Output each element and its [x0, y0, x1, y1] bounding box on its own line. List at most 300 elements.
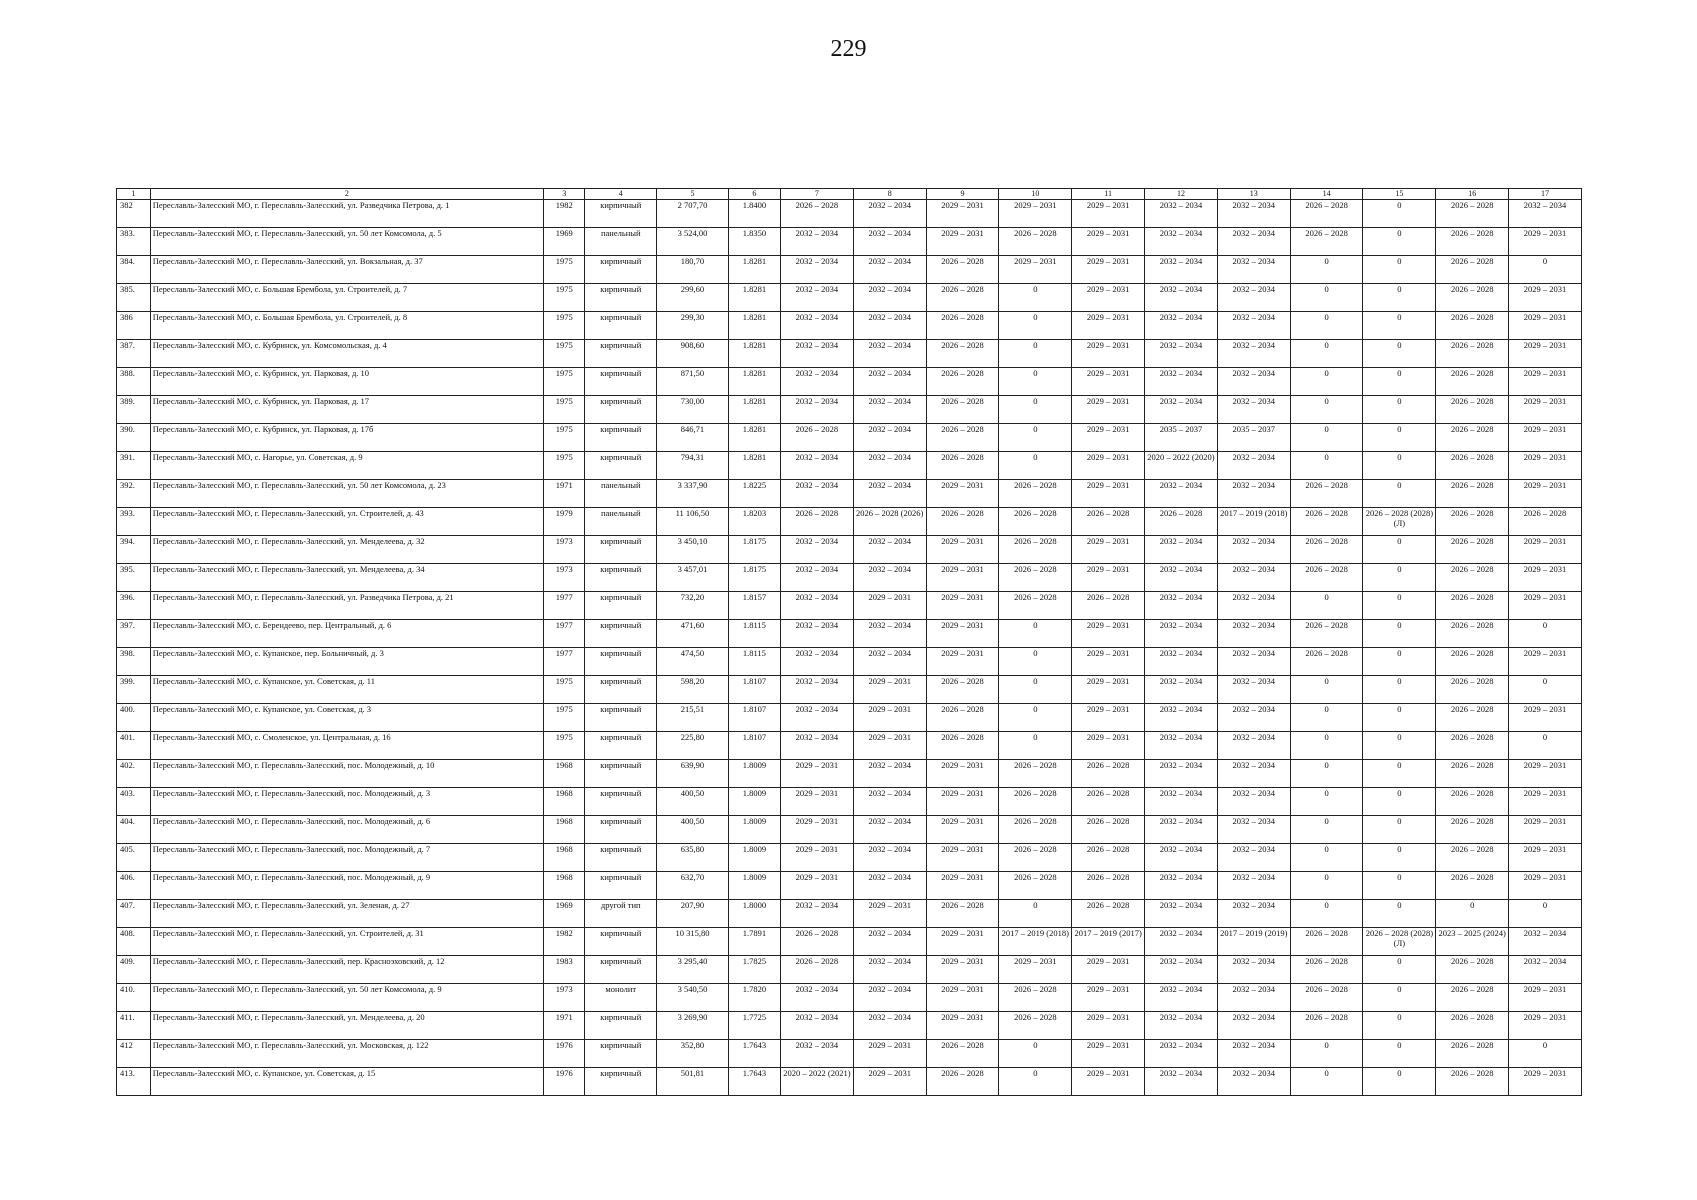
table-cell: 0: [1290, 396, 1363, 424]
table-cell: 2032 – 2034: [1217, 312, 1290, 340]
table-cell: 1975: [544, 396, 585, 424]
table-cell: 392.: [117, 480, 151, 508]
table-cell: 299,30: [657, 312, 729, 340]
table-cell: 2029 – 2031: [926, 480, 999, 508]
table-cell: 2032 – 2034: [853, 648, 926, 676]
table-cell: 1975: [544, 284, 585, 312]
table-cell: кирпичный: [585, 788, 657, 816]
table-cell: 2029 – 2031: [853, 900, 926, 928]
table-cell: 2026 – 2028: [1436, 200, 1509, 228]
table-cell: кирпичный: [585, 1040, 657, 1068]
table-cell: 2026 – 2028: [999, 1012, 1072, 1040]
table-cell: 2029 – 2031: [1509, 480, 1582, 508]
table-cell: 2026 – 2028: [926, 676, 999, 704]
table-cell: 2032 – 2034: [1145, 312, 1218, 340]
table-cell: 3 337,90: [657, 480, 729, 508]
table-cell: 1.8281: [728, 312, 780, 340]
table-cell: 2026 – 2028: [1436, 816, 1509, 844]
table-cell: 2032 – 2034: [780, 396, 853, 424]
table-cell: 1982: [544, 200, 585, 228]
table-cell: 2032 – 2034: [1145, 872, 1218, 900]
table-cell: 2035 – 2037: [1217, 424, 1290, 452]
table-cell: 2029 – 2031: [1509, 984, 1582, 1012]
table-cell: 0: [1363, 984, 1436, 1012]
table-cell: 0: [1363, 648, 1436, 676]
table-cell: 2026 – 2028: [999, 536, 1072, 564]
table-cell: 2026 – 2028: [1436, 368, 1509, 396]
table-cell: 1975: [544, 424, 585, 452]
table-cell: 400,50: [657, 816, 729, 844]
table-cell: 2032 – 2034: [1217, 676, 1290, 704]
table-cell: 2032 – 2034: [1145, 256, 1218, 284]
table-cell: 2029 – 2031: [1072, 732, 1145, 760]
table-cell: 2017 – 2019 (2018): [1217, 508, 1290, 536]
table-cell: 1.7643: [728, 1068, 780, 1096]
table-cell: 2032 – 2034: [1145, 480, 1218, 508]
table-cell: 2020 – 2022 (2021): [780, 1068, 853, 1096]
table-row: [117, 536, 1582, 564]
table-cell: 2032 – 2034: [1217, 648, 1290, 676]
table-cell: 2035 – 2037: [1145, 424, 1218, 452]
table-cell: 1975: [544, 312, 585, 340]
table-cell: 0: [1363, 620, 1436, 648]
table-cell: кирпичный: [585, 256, 657, 284]
table-cell: Переславль-Залесский МО, с. Купанское, ул. Советская, д. 15: [150, 1068, 543, 1096]
table-cell: 2026 – 2028: [926, 732, 999, 760]
table-cell: 2032 – 2034: [853, 928, 926, 956]
table-cell: 2026 – 2028: [1436, 872, 1509, 900]
table-cell: 2032 – 2034: [853, 844, 926, 872]
table-cell: 1.8115: [728, 620, 780, 648]
table-cell: 2032 – 2034: [853, 872, 926, 900]
table-cell: 2026 – 2028: [1072, 788, 1145, 816]
table-cell: Переславль-Залесский МО, с. Купанское, пер. Больничный, д. 3: [150, 648, 543, 676]
table-cell: 413.: [117, 1068, 151, 1096]
table-cell: 2026 – 2028: [1436, 564, 1509, 592]
table-cell: 0: [1290, 452, 1363, 480]
table-cell: 2032 – 2034: [1217, 480, 1290, 508]
table-cell: 389.: [117, 396, 151, 424]
table-cell: 2032 – 2034: [853, 816, 926, 844]
table-cell: 2026 – 2028: [1072, 816, 1145, 844]
table-row: [117, 984, 1582, 1012]
table-cell: 2032 – 2034: [1509, 928, 1582, 956]
table-cell: 0: [1363, 228, 1436, 256]
table-cell: 2026 – 2028: [1290, 984, 1363, 1012]
table-cell: 2026 – 2028: [926, 424, 999, 452]
table-row: [117, 816, 1582, 844]
table-cell: 2026 – 2028: [1436, 732, 1509, 760]
table-cell: 471,60: [657, 620, 729, 648]
table-cell: 0: [1363, 1040, 1436, 1068]
table-cell: 2029 – 2031: [1072, 1068, 1145, 1096]
table-row: [117, 872, 1582, 900]
table-cell: 1.8281: [728, 424, 780, 452]
table-cell: 2026 – 2028: [1436, 844, 1509, 872]
table-cell: Переславль-Залесский МО, г. Переславль-Залесский, ул. Зеленая, д. 27: [150, 900, 543, 928]
table-cell: 2026 – 2028: [1436, 312, 1509, 340]
table-cell: 2026 – 2028: [926, 508, 999, 536]
table-cell: 2029 – 2031: [999, 256, 1072, 284]
table-cell: 2029 – 2031: [1509, 1068, 1582, 1096]
table-cell: кирпичный: [585, 844, 657, 872]
table-cell: 2029 – 2031: [1072, 956, 1145, 984]
table-cell: кирпичный: [585, 452, 657, 480]
table-cell: 2032 – 2034: [780, 564, 853, 592]
table-cell: 2026 – 2028: [1436, 1012, 1509, 1040]
table-cell: 2032 – 2034: [1145, 1068, 1218, 1096]
table-cell: 908,60: [657, 340, 729, 368]
table-cell: 0: [1363, 340, 1436, 368]
table-cell: 2032 – 2034: [1145, 1012, 1218, 1040]
table-cell: 2032 – 2034: [853, 284, 926, 312]
repair-schedule-table-wrap: [116, 188, 1582, 1096]
table-cell: 0: [1363, 760, 1436, 788]
table-cell: 2026 – 2028: [1290, 928, 1363, 956]
table-cell: 2029 – 2031: [926, 592, 999, 620]
table-cell: Переславль-Залесский МО, г. Переславль-Залесский, пос. Молодежный, д. 9: [150, 872, 543, 900]
table-cell: 2026 – 2028: [1290, 620, 1363, 648]
table-cell: 2029 – 2031: [926, 564, 999, 592]
table-cell: 2029 – 2031: [1509, 284, 1582, 312]
table-cell: 732,20: [657, 592, 729, 620]
table-cell: 410.: [117, 984, 151, 1012]
table-cell: 2032 – 2034: [1217, 396, 1290, 424]
table-cell: 2032 – 2034: [853, 620, 926, 648]
table-cell: 1.8400: [728, 200, 780, 228]
table-cell: кирпичный: [585, 424, 657, 452]
table-cell: 2032 – 2034: [780, 312, 853, 340]
table-row: [117, 900, 1582, 928]
table-cell: 400,50: [657, 788, 729, 816]
table-cell: кирпичный: [585, 620, 657, 648]
table-cell: 400.: [117, 704, 151, 732]
table-cell: 0: [1436, 900, 1509, 928]
table-cell: 1.8115: [728, 648, 780, 676]
table-cell: 2026 – 2028: [1290, 564, 1363, 592]
table-cell: Переславль-Залесский МО, с. Большая Брембола, ул. Строителей, д. 7: [150, 284, 543, 312]
table-cell: 2032 – 2034: [1217, 1012, 1290, 1040]
table-cell: 2026 – 2028: [926, 704, 999, 732]
table-cell: 2032 – 2034: [1145, 760, 1218, 788]
table-cell: 2032 – 2034: [853, 480, 926, 508]
table-cell: 2023 – 2025 (2024): [1436, 928, 1509, 956]
table-cell: 0: [1290, 1040, 1363, 1068]
table-cell: 1.8107: [728, 732, 780, 760]
table-cell: 1.8281: [728, 396, 780, 424]
table-cell: 2032 – 2034: [780, 284, 853, 312]
table-cell: 0: [1290, 788, 1363, 816]
table-cell: 0: [1363, 676, 1436, 704]
table-cell: монолит: [585, 984, 657, 1012]
table-cell: панельный: [585, 480, 657, 508]
table-cell: 1977: [544, 648, 585, 676]
table-cell: 2032 – 2034: [853, 200, 926, 228]
table-cell: 730,00: [657, 396, 729, 424]
table-cell: кирпичный: [585, 1012, 657, 1040]
table-cell: 411.: [117, 1012, 151, 1040]
table-cell: 2029 – 2031: [926, 788, 999, 816]
table-cell: 0: [1290, 900, 1363, 928]
table-cell: 2029 – 2031: [926, 816, 999, 844]
table-cell: 2032 – 2034: [780, 480, 853, 508]
table-cell: 2026 – 2028: [926, 1040, 999, 1068]
table-cell: 1969: [544, 900, 585, 928]
table-cell: 402.: [117, 760, 151, 788]
table-cell: Переславль-Залесский МО, с. Кубринск, ул. Комсомольская, д. 4: [150, 340, 543, 368]
table-row: [117, 676, 1582, 704]
table-cell: 1.8281: [728, 452, 780, 480]
table-cell: 2026 – 2028: [1436, 284, 1509, 312]
table-row: [117, 228, 1582, 256]
table-cell: 2026 – 2028 (2026): [853, 508, 926, 536]
table-cell: 0: [999, 284, 1072, 312]
table-cell: 2032 – 2034: [853, 256, 926, 284]
table-cell: 0: [999, 396, 1072, 424]
table-cell: 2026 – 2028: [1436, 508, 1509, 536]
table-cell: 0: [999, 648, 1072, 676]
table-cell: 0: [1363, 424, 1436, 452]
table-cell: 2026 – 2028: [1436, 676, 1509, 704]
table-cell: 2026 – 2028: [1436, 480, 1509, 508]
table-cell: 352,80: [657, 1040, 729, 1068]
table-cell: кирпичный: [585, 368, 657, 396]
table-cell: 0: [999, 452, 1072, 480]
table-cell: 2026 – 2028: [999, 844, 1072, 872]
table-cell: 2032 – 2034: [780, 620, 853, 648]
table-cell: 2029 – 2031: [1509, 844, 1582, 872]
table-cell: 3 295,40: [657, 956, 729, 984]
table-cell: кирпичный: [585, 956, 657, 984]
table-cell: 2026 – 2028: [926, 312, 999, 340]
table-cell: 0: [1290, 340, 1363, 368]
table-cell: 2029 – 2031: [1509, 872, 1582, 900]
table-cell: 2032 – 2034: [1145, 536, 1218, 564]
table-cell: 2026 – 2028: [780, 508, 853, 536]
table-cell: 1.8107: [728, 704, 780, 732]
table-cell: 2026 – 2028 (2028) (Л): [1363, 508, 1436, 536]
table-cell: 2032 – 2034: [1217, 592, 1290, 620]
table-cell: 2029 – 2031: [926, 844, 999, 872]
table-cell: кирпичный: [585, 732, 657, 760]
table-cell: 474,50: [657, 648, 729, 676]
table-cell: 393.: [117, 508, 151, 536]
table-cell: 0: [1290, 816, 1363, 844]
table-cell: 0: [1509, 900, 1582, 928]
column-header-3: 3: [544, 189, 585, 200]
table-cell: 2032 – 2034: [1145, 676, 1218, 704]
table-cell: 383.: [117, 228, 151, 256]
table-cell: 1.8157: [728, 592, 780, 620]
table-cell: 2032 – 2034: [1217, 452, 1290, 480]
table-cell: 405.: [117, 844, 151, 872]
table-cell: 404.: [117, 816, 151, 844]
table-cell: 2029 – 2031: [1072, 284, 1145, 312]
table-cell: 2029 – 2031: [1072, 984, 1145, 1012]
table-cell: 2032 – 2034: [780, 368, 853, 396]
table-cell: 2032 – 2034: [780, 676, 853, 704]
table-cell: 2029 – 2031: [1509, 452, 1582, 480]
table-cell: 846,71: [657, 424, 729, 452]
table-cell: 639,90: [657, 760, 729, 788]
table-cell: 2029 – 2031: [1509, 396, 1582, 424]
table-row: [117, 1068, 1582, 1096]
table-cell: 3 457,01: [657, 564, 729, 592]
table-cell: 2029 – 2031: [1072, 1012, 1145, 1040]
table-cell: 2029 – 2031: [853, 1068, 926, 1096]
table-cell: кирпичный: [585, 396, 657, 424]
table-cell: 2032 – 2034: [1145, 284, 1218, 312]
table-cell: 2032 – 2034: [853, 564, 926, 592]
table-cell: 0: [1363, 256, 1436, 284]
table-cell: 0: [1363, 704, 1436, 732]
table-cell: 2032 – 2034: [1145, 732, 1218, 760]
table-cell: 2026 – 2028: [1290, 536, 1363, 564]
table-cell: 0: [1363, 452, 1436, 480]
table-cell: 2026 – 2028: [1436, 704, 1509, 732]
table-cell: 2032 – 2034: [1217, 704, 1290, 732]
table-cell: 1979: [544, 508, 585, 536]
table-cell: Переславль-Залесский МО, г. Переславль-Залесский, ул. Разведчика Петрова, д. 1: [150, 200, 543, 228]
table-cell: 1.8107: [728, 676, 780, 704]
table-cell: 2026 – 2028: [999, 788, 1072, 816]
table-cell: 2032 – 2034: [853, 368, 926, 396]
table-cell: 0: [999, 676, 1072, 704]
table-cell: 1982: [544, 928, 585, 956]
column-header-2: 2: [150, 189, 543, 200]
table-cell: 1968: [544, 760, 585, 788]
table-cell: 2029 – 2031: [853, 676, 926, 704]
table-cell: 1.7643: [728, 1040, 780, 1068]
table-cell: 1976: [544, 1040, 585, 1068]
table-row: [117, 480, 1582, 508]
table-cell: 2026 – 2028: [926, 368, 999, 396]
table-cell: 794,31: [657, 452, 729, 480]
table-cell: Переславль-Залесский МО, с. Кубринск, ул. Парковая, д. 10: [150, 368, 543, 396]
table-cell: 2032 – 2034: [853, 424, 926, 452]
table-cell: 2029 – 2031: [926, 956, 999, 984]
repair-schedule-table: [116, 188, 1582, 1096]
table-cell: 2026 – 2028: [999, 480, 1072, 508]
table-row: [117, 928, 1582, 956]
table-cell: 0: [1363, 844, 1436, 872]
table-cell: 2026 – 2028: [999, 592, 1072, 620]
table-cell: 2032 – 2034: [1145, 228, 1218, 256]
table-cell: 0: [1290, 368, 1363, 396]
table-cell: 399.: [117, 676, 151, 704]
table-cell: 2026 – 2028: [1436, 256, 1509, 284]
table-cell: 0: [1509, 1040, 1582, 1068]
table-cell: кирпичный: [585, 284, 657, 312]
table-cell: 2026 – 2028: [999, 564, 1072, 592]
table-cell: 0: [1290, 676, 1363, 704]
table-cell: 1.8175: [728, 564, 780, 592]
table-cell: 2026 – 2028: [1436, 788, 1509, 816]
table-cell: 2029 – 2031: [1509, 228, 1582, 256]
column-header-17: 17: [1509, 189, 1582, 200]
table-cell: 1975: [544, 732, 585, 760]
table-cell: 0: [1363, 1012, 1436, 1040]
table-cell: 1968: [544, 788, 585, 816]
table-cell: 394.: [117, 536, 151, 564]
table-cell: Переславль-Залесский МО, г. Переславль-Залесский, ул. Строителей, д. 31: [150, 928, 543, 956]
table-cell: 1.8009: [728, 844, 780, 872]
table-cell: 1975: [544, 256, 585, 284]
table-cell: панельный: [585, 508, 657, 536]
column-header-16: 16: [1436, 189, 1509, 200]
column-header-14: 14: [1290, 189, 1363, 200]
table-cell: 3 450,10: [657, 536, 729, 564]
table-cell: 2026 – 2028: [1509, 508, 1582, 536]
table-cell: другой тип: [585, 900, 657, 928]
table-cell: кирпичный: [585, 816, 657, 844]
table-cell: 0: [1363, 200, 1436, 228]
table-cell: 2029 – 2031: [1509, 592, 1582, 620]
table-cell: 0: [999, 704, 1072, 732]
table-cell: 0: [999, 732, 1072, 760]
table-cell: 2026 – 2028: [1290, 480, 1363, 508]
table-cell: кирпичный: [585, 760, 657, 788]
column-header-8: 8: [853, 189, 926, 200]
table-cell: Переславль-Залесский МО, г. Переславль-Залесский, ул. Менделеева, д. 34: [150, 564, 543, 592]
table-cell: 2026 – 2028: [1436, 648, 1509, 676]
table-cell: 2026 – 2028: [926, 1068, 999, 1096]
table-cell: 0: [999, 368, 1072, 396]
table-cell: 2032 – 2034: [1217, 256, 1290, 284]
table-cell: 2032 – 2034: [853, 956, 926, 984]
table-cell: 2032 – 2034: [1217, 900, 1290, 928]
table-cell: 2029 – 2031: [926, 872, 999, 900]
table-cell: 1983: [544, 956, 585, 984]
table-cell: 2026 – 2028: [999, 872, 1072, 900]
column-header-13: 13: [1217, 189, 1290, 200]
table-cell: 2026 – 2028: [1436, 620, 1509, 648]
table-cell: 2029 – 2031: [999, 956, 1072, 984]
table-cell: 1.8009: [728, 816, 780, 844]
table-cell: 2026 – 2028: [1072, 592, 1145, 620]
table-cell: 2026 – 2028: [999, 508, 1072, 536]
table-cell: 2032 – 2034: [1145, 340, 1218, 368]
table-cell: 2026 – 2028: [1436, 1068, 1509, 1096]
table-cell: 1975: [544, 676, 585, 704]
table-cell: 2029 – 2031: [1072, 480, 1145, 508]
table-cell: 0: [1509, 732, 1582, 760]
table-cell: 871,50: [657, 368, 729, 396]
table-cell: 2029 – 2031: [780, 760, 853, 788]
table-cell: 2026 – 2028: [999, 760, 1072, 788]
table-row: [117, 564, 1582, 592]
table-cell: 1.8203: [728, 508, 780, 536]
table-cell: кирпичный: [585, 928, 657, 956]
table-cell: Переславль-Залесский МО, г. Переславль-Залесский, ул. 50 лет Комсомола, д. 5: [150, 228, 543, 256]
table-cell: 2029 – 2031: [1072, 676, 1145, 704]
table-cell: Переславль-Залесский МО, г. Переславль-Залесский, пер. Красноэховский, д. 12: [150, 956, 543, 984]
table-cell: 2032 – 2034: [780, 900, 853, 928]
table-cell: 2029 – 2031: [926, 1012, 999, 1040]
table-cell: 2029 – 2031: [853, 592, 926, 620]
table-row: [117, 284, 1582, 312]
table-cell: 632,70: [657, 872, 729, 900]
column-header-12: 12: [1145, 189, 1218, 200]
table-cell: 0: [1363, 788, 1436, 816]
table-cell: 2029 – 2031: [853, 732, 926, 760]
table-cell: 386: [117, 312, 151, 340]
table-row: [117, 340, 1582, 368]
table-cell: кирпичный: [585, 676, 657, 704]
table-cell: 0: [1363, 368, 1436, 396]
table-cell: 2032 – 2034: [1145, 816, 1218, 844]
table-cell: 2029 – 2031: [1509, 368, 1582, 396]
